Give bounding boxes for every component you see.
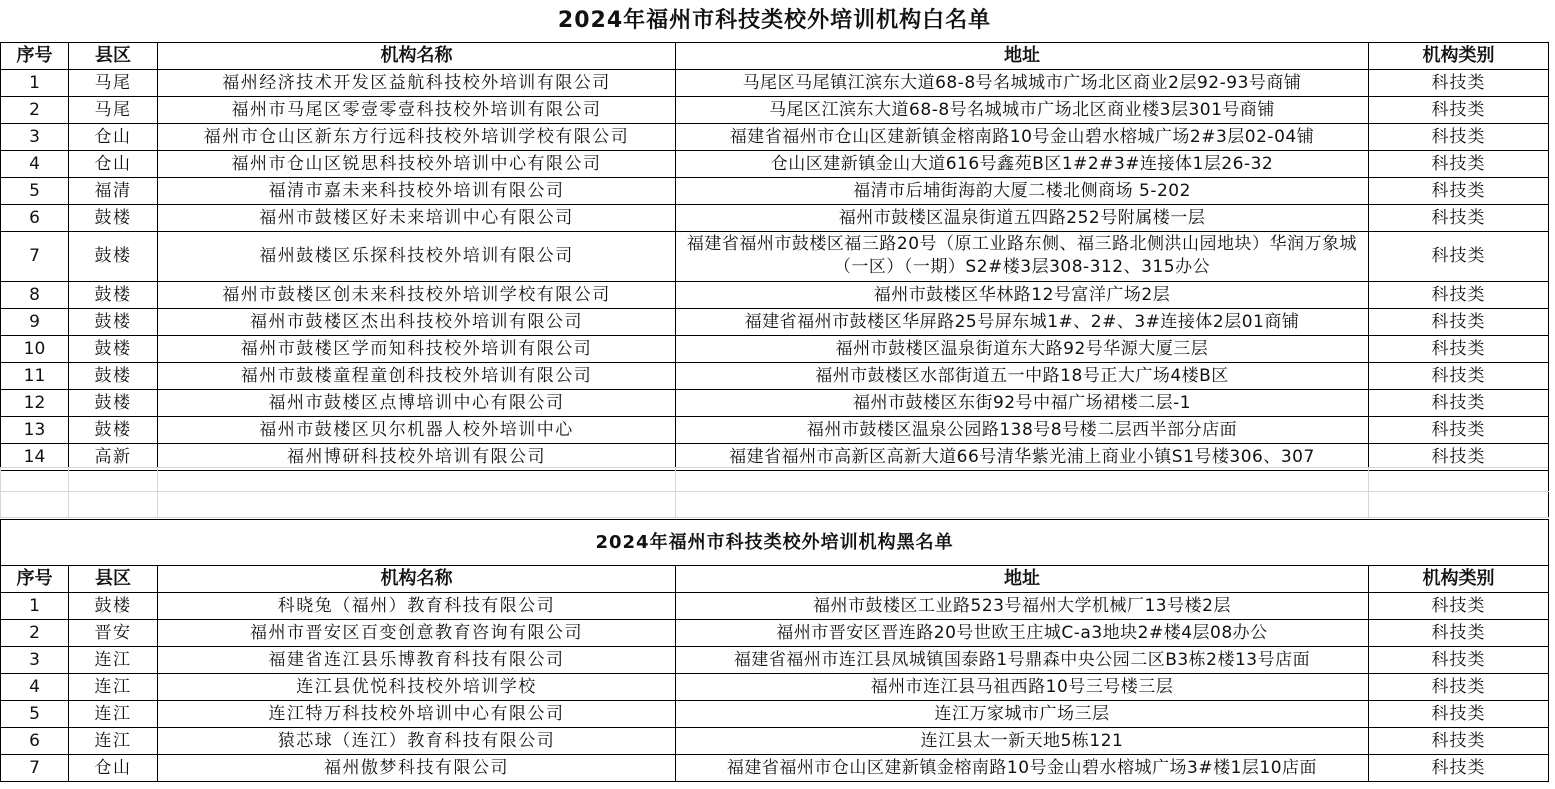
header-name: 机构名称 [158, 42, 676, 69]
cell-category[interactable]: 科技类 [1369, 728, 1549, 755]
cell-address[interactable]: 福建省福州市鼓楼区华屏路25号屏东城1#、2#、3#连接体2层01商铺 [676, 308, 1369, 335]
table-row [1, 204, 1549, 231]
header-district: 县区 [69, 42, 158, 69]
table-row [1, 150, 1549, 177]
cell-index[interactable]: 1 [1, 69, 69, 96]
cell-address[interactable]: 福州市鼓楼区工业路523号福州大学机械厂13号楼2层 [676, 593, 1369, 620]
cell-index[interactable]: 11 [1, 362, 69, 389]
header-category: 机构类别 [1369, 42, 1549, 69]
blank-cell[interactable] [676, 492, 1369, 518]
cell-index[interactable]: 2 [1, 620, 69, 647]
cell-name[interactable]: 福州市仓山区锐思科技校外培训中心有限公司 [158, 150, 676, 177]
header-address: 地址 [676, 566, 1369, 593]
cell-name[interactable]: 连江特万科技校外培训中心有限公司 [158, 701, 676, 728]
cell-district[interactable]: 连江 [69, 674, 158, 701]
cell-district[interactable]: 鼓楼 [69, 362, 158, 389]
cell-district[interactable]: 仓山 [69, 123, 158, 150]
table-row [1, 620, 1549, 647]
cell-name[interactable]: 福州傲梦科技有限公司 [158, 755, 676, 782]
table-row [1, 701, 1549, 728]
cell-name[interactable]: 福州市鼓楼区点博培训中心有限公司 [158, 389, 676, 416]
table-row [1, 389, 1549, 416]
black-list-header-row [1, 566, 1549, 593]
cell-category[interactable]: 科技类 [1369, 620, 1549, 647]
black-list-title: 2024年福州市科技类校外培训机构黑名单 [1, 520, 1549, 566]
cell-name[interactable]: 福州市鼓楼童程童创科技校外培训有限公司 [158, 362, 676, 389]
cell-address[interactable]: 福州市鼓楼区华林路12号富洋广场2层 [676, 281, 1369, 308]
cell-name[interactable]: 福州市鼓楼区好未来培训中心有限公司 [158, 204, 676, 231]
blank-cell[interactable] [69, 492, 158, 518]
cell-name[interactable]: 福州市鼓楼区学而知科技校外培训有限公司 [158, 335, 676, 362]
cell-name[interactable]: 福州市仓山区新东方行远科技校外培训学校有限公司 [158, 123, 676, 150]
table-row [1, 593, 1549, 620]
blank-cell[interactable] [1369, 492, 1549, 518]
cell-index[interactable]: 10 [1, 335, 69, 362]
table-row [1, 728, 1549, 755]
table-row [1, 674, 1549, 701]
table-row [1, 416, 1549, 443]
cell-address[interactable]: 福建省福州市连江县凤城镇国泰路1号鼎森中央公园二区B3栋2楼13号店面 [676, 647, 1369, 674]
blank-cell[interactable] [1, 468, 69, 492]
table-row [1, 177, 1549, 204]
cell-category[interactable]: 科技类 [1369, 416, 1549, 443]
blank-cell[interactable] [676, 468, 1369, 492]
cell-address[interactable]: 连江县太一新天地5栋121 [676, 728, 1369, 755]
cell-district[interactable]: 鼓楼 [69, 416, 158, 443]
cell-category[interactable]: 科技类 [1369, 177, 1549, 204]
cell-index[interactable]: 12 [1, 389, 69, 416]
table-row [1, 96, 1549, 123]
cell-category[interactable]: 科技类 [1369, 123, 1549, 150]
cell-name[interactable]: 福州鼓楼区乐探科技校外培训有限公司 [158, 231, 676, 281]
cell-index[interactable]: 7 [1, 755, 69, 782]
cell-index[interactable]: 5 [1, 177, 69, 204]
cell-index[interactable]: 4 [1, 674, 69, 701]
blank-cell[interactable] [158, 492, 676, 518]
cell-district[interactable]: 鼓楼 [69, 281, 158, 308]
cell-index[interactable]: 14 [1, 443, 69, 470]
cell-index[interactable]: 6 [1, 204, 69, 231]
cell-index[interactable]: 13 [1, 416, 69, 443]
cell-index[interactable]: 3 [1, 647, 69, 674]
cell-category[interactable]: 科技类 [1369, 443, 1549, 470]
cell-address[interactable]: 福州市连江县马祖西路10号三号楼三层 [676, 674, 1369, 701]
cell-category[interactable]: 科技类 [1369, 204, 1549, 231]
cell-district[interactable]: 晋安 [69, 620, 158, 647]
cell-name[interactable]: 福州市鼓楼区杰出科技校外培训有限公司 [158, 308, 676, 335]
cell-category[interactable]: 科技类 [1369, 231, 1549, 281]
cell-district[interactable]: 鼓楼 [69, 389, 158, 416]
cell-index[interactable]: 8 [1, 281, 69, 308]
black-list-table [0, 519, 1549, 782]
cell-district[interactable]: 连江 [69, 701, 158, 728]
cell-district[interactable]: 鼓楼 [69, 204, 158, 231]
header-category: 机构类别 [1369, 566, 1549, 593]
cell-index[interactable]: 1 [1, 593, 69, 620]
cell-category[interactable]: 科技类 [1369, 335, 1549, 362]
cell-address[interactable]: 福州市晋安区晋连路20号世欧王庄城C-a3地块2#楼4层08办公 [676, 620, 1369, 647]
cell-name[interactable]: 连江县优悦科技校外培训学校 [158, 674, 676, 701]
cell-category[interactable]: 科技类 [1369, 150, 1549, 177]
cell-name[interactable]: 福州市晋安区百变创意教育咨询有限公司 [158, 620, 676, 647]
cell-address[interactable]: 福建省福州市仓山区建新镇金榕南路10号金山碧水榕城广场2#3层02-04铺 [676, 123, 1369, 150]
cell-index[interactable]: 3 [1, 123, 69, 150]
blank-rows [0, 467, 1549, 518]
header-district: 县区 [69, 566, 158, 593]
cell-category[interactable]: 科技类 [1369, 308, 1549, 335]
cell-category[interactable]: 科技类 [1369, 701, 1549, 728]
cell-category[interactable]: 科技类 [1369, 674, 1549, 701]
cell-district[interactable]: 鼓楼 [69, 593, 158, 620]
table-row [1, 69, 1549, 96]
blank-cell[interactable] [69, 468, 158, 492]
cell-district[interactable]: 福清 [69, 177, 158, 204]
table-row [1, 308, 1549, 335]
cell-district[interactable]: 仓山 [69, 150, 158, 177]
cell-name[interactable]: 福建省连江县乐博教育科技有限公司 [158, 647, 676, 674]
cell-district[interactable]: 仓山 [69, 755, 158, 782]
table-row [1, 231, 1549, 281]
blank-cell[interactable] [1369, 468, 1549, 492]
cell-district[interactable]: 鼓楼 [69, 231, 158, 281]
cell-address[interactable]: 福建省福州市高新区高新大道66号清华紫光浦上商业小镇S1号楼306、307 [676, 443, 1369, 470]
cell-category[interactable]: 科技类 [1369, 647, 1549, 674]
cell-category[interactable]: 科技类 [1369, 389, 1549, 416]
cell-category[interactable]: 科技类 [1369, 69, 1549, 96]
cell-index[interactable]: 7 [1, 231, 69, 281]
cell-address[interactable]: 福州市鼓楼区温泉街道五四路252号附属楼一层 [676, 204, 1369, 231]
blank-cell[interactable] [158, 468, 676, 492]
cell-index[interactable]: 2 [1, 96, 69, 123]
header-index: 序号 [1, 566, 69, 593]
cell-category[interactable]: 科技类 [1369, 593, 1549, 620]
white-list-header-row [1, 42, 1549, 69]
cell-name[interactable]: 猿芯球（连江）教育科技有限公司 [158, 728, 676, 755]
header-address: 地址 [676, 42, 1369, 69]
cell-name[interactable]: 福州市鼓楼区贝尔机器人校外培训中心 [158, 416, 676, 443]
cell-district[interactable]: 鼓楼 [69, 308, 158, 335]
cell-district[interactable]: 马尾 [69, 96, 158, 123]
cell-category[interactable]: 科技类 [1369, 755, 1549, 782]
cell-address[interactable]: 福州市鼓楼区水部街道五一中路18号正大广场4楼B区 [676, 362, 1369, 389]
cell-address[interactable]: 马尾区马尾镇江滨东大道68-8号名城城市广场北区商业2层92-93号商铺 [676, 69, 1369, 96]
white-list-title: 2024年福州市科技类校外培训机构白名单 [1, 0, 1549, 42]
table-row [1, 755, 1549, 782]
cell-address[interactable]: 福州市鼓楼区温泉街道东大路92号华源大厦三层 [676, 335, 1369, 362]
cell-district[interactable]: 鼓楼 [69, 335, 158, 362]
cell-district[interactable]: 连江 [69, 728, 158, 755]
cell-name[interactable]: 福州市马尾区零壹零壹科技校外培训有限公司 [158, 96, 676, 123]
cell-name[interactable]: 福州经济技术开发区益航科技校外培训有限公司 [158, 69, 676, 96]
cell-category[interactable]: 科技类 [1369, 362, 1549, 389]
cell-index[interactable]: 4 [1, 150, 69, 177]
cell-name[interactable]: 科晓兔（福州）教育科技有限公司 [158, 593, 676, 620]
cell-address[interactable]: 仓山区建新镇金山大道616号鑫苑B区1#2#3#连接体1层26-32 [676, 150, 1369, 177]
cell-name[interactable]: 福州市鼓楼区创未来科技校外培训学校有限公司 [158, 281, 676, 308]
header-index: 序号 [1, 42, 69, 69]
cell-district[interactable]: 高新 [69, 443, 158, 470]
table-row [1, 647, 1549, 674]
cell-name[interactable]: 福州博研科技校外培训有限公司 [158, 443, 676, 470]
cell-address[interactable]: 福清市后埔街海韵大厦二楼北侧商场 5-202 [676, 177, 1369, 204]
cell-category[interactable]: 科技类 [1369, 281, 1549, 308]
cell-index[interactable]: 9 [1, 308, 69, 335]
cell-address[interactable]: 马尾区江滨东大道68-8号名城城市广场北区商业楼3层301号商铺 [676, 96, 1369, 123]
cell-address[interactable]: 福州市鼓楼区东街92号中福广场裙楼二层-1 [676, 389, 1369, 416]
cell-address[interactable]: 连江万家城市广场三层 [676, 701, 1369, 728]
table-row [1, 362, 1549, 389]
header-name: 机构名称 [158, 566, 676, 593]
cell-address[interactable]: 福建省福州市仓山区建新镇金榕南路10号金山碧水榕城广场3#楼1层10店面 [676, 755, 1369, 782]
cell-address[interactable]: 福建省福州市鼓楼区福三路20号（原工业路东侧、福三路北侧洪山园地块）华润万象城（一区）（一期）S2#楼3层308-312、315办公 [676, 231, 1369, 281]
table-row [1, 123, 1549, 150]
cell-name[interactable]: 福清市嘉未来科技校外培训有限公司 [158, 177, 676, 204]
cell-district[interactable]: 马尾 [69, 69, 158, 96]
cell-address[interactable]: 福州市鼓楼区温泉公园路138号8号楼二层西半部分店面 [676, 416, 1369, 443]
cell-district[interactable]: 连江 [69, 647, 158, 674]
cell-category[interactable]: 科技类 [1369, 96, 1549, 123]
cell-index[interactable]: 6 [1, 728, 69, 755]
cell-index[interactable]: 5 [1, 701, 69, 728]
table-row [1, 281, 1549, 308]
blank-cell[interactable] [1, 492, 69, 518]
table-row [1, 443, 1549, 470]
table-row [1, 335, 1549, 362]
